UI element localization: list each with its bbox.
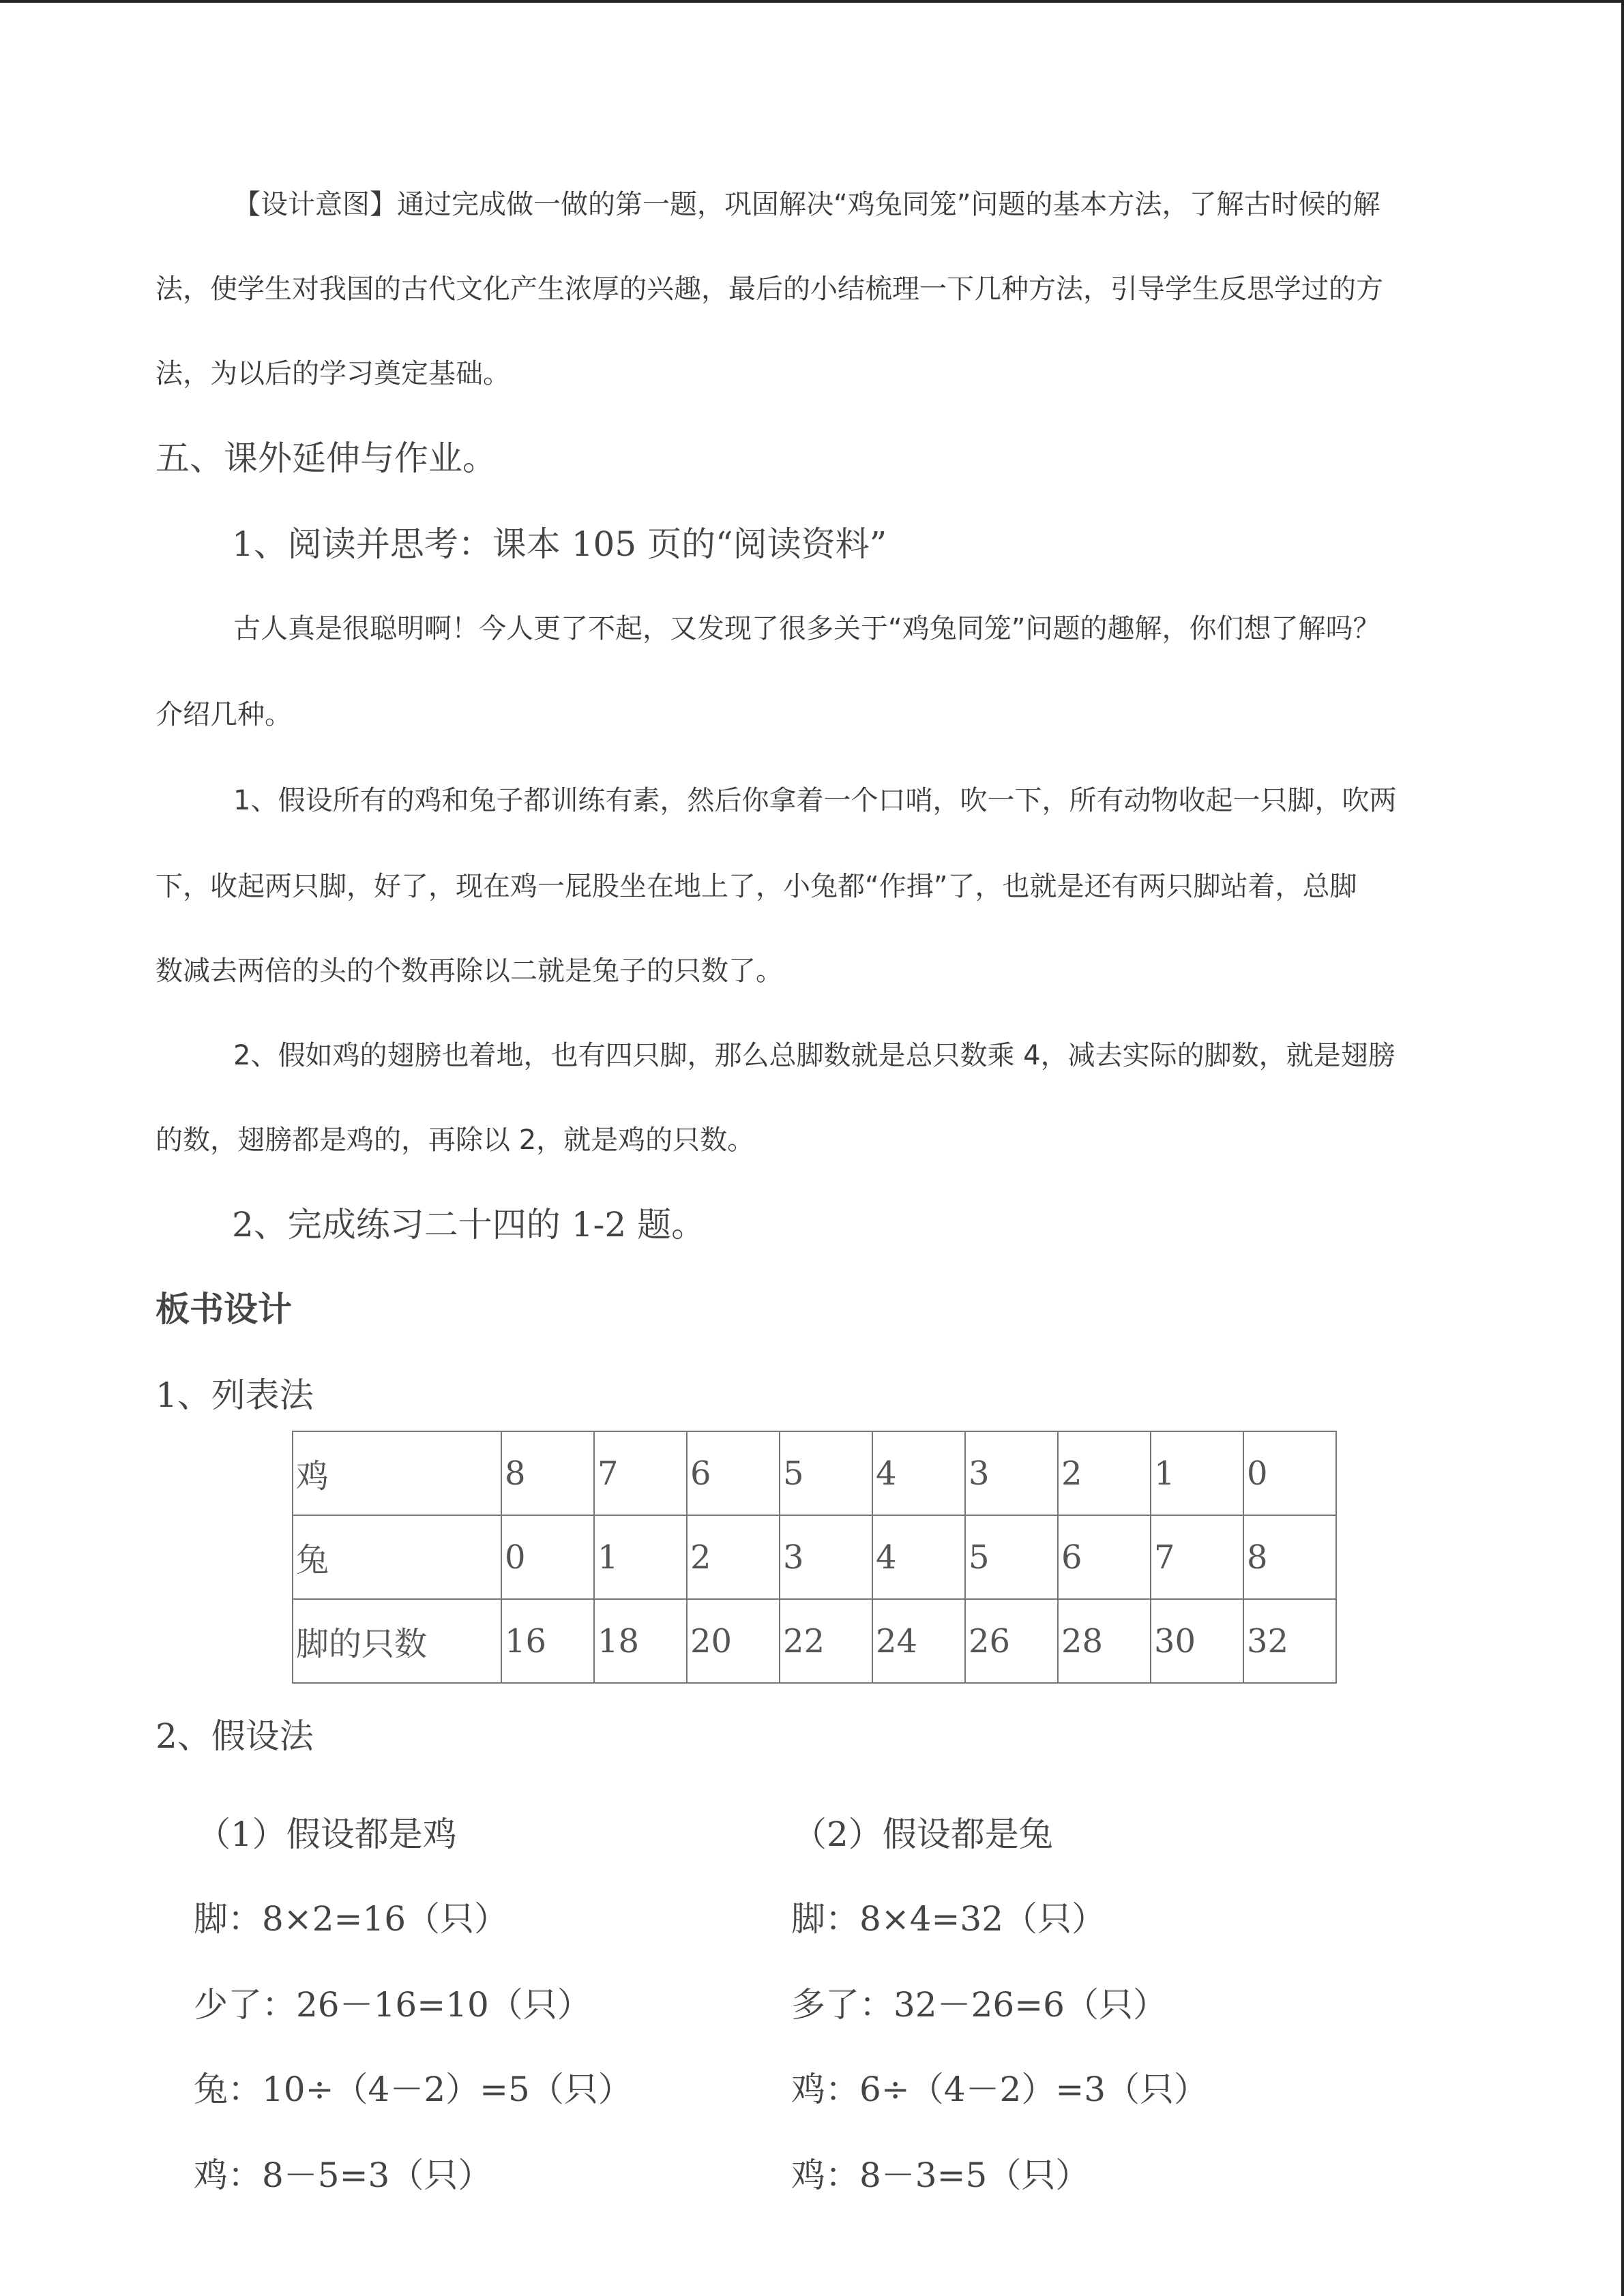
table-cell: 8	[1243, 1515, 1336, 1599]
design-intent-line-1: 【设计意图】通过完成做一做的第一题，巩固解决“鸡兔同笼”问题的基本方法，了解古时候的解	[233, 189, 1381, 220]
assume-rabbit-step-4: 鸡：8－3=5（只）	[791, 2156, 1090, 2195]
row-label: 兔	[293, 1515, 501, 1599]
table-cell: 22	[780, 1599, 872, 1683]
table-cell: 0	[1243, 1431, 1336, 1515]
row-label: 鸡	[293, 1431, 501, 1515]
table-cell: 28	[1058, 1599, 1151, 1683]
exercise-item: 2、完成练习二十四的 1-2 题。	[232, 1205, 706, 1244]
assume-rabbit-step-1: 脚：8×4=32（只）	[791, 1899, 1106, 1939]
table-cell: 2	[1058, 1431, 1151, 1515]
table-cell: 18	[594, 1599, 687, 1683]
table-cell: 7	[594, 1431, 687, 1515]
board-design-heading: 板书设计	[156, 1289, 292, 1329]
table-row	[293, 1599, 1336, 1683]
assume-chicken-title: （1）假设都是鸡	[196, 1815, 457, 1854]
method-2-line-1: 2、假如鸡的翅膀也着地，也有四只脚，那么总脚数就是总只数乘 4，减去实际的脚数，就是翅膀	[233, 1040, 1396, 1071]
table-cell: 26	[965, 1599, 1058, 1683]
list-method-label: 1、列表法	[156, 1375, 314, 1415]
table-cell: 4	[872, 1515, 965, 1599]
section-5-title: 五、课外延伸与作业。	[156, 438, 497, 478]
reading-item: 1、阅读并思考：课本 105 页的“阅读资料”	[232, 524, 887, 564]
method-1-line-2: 下，收起两只脚，好了，现在鸡一屁股坐在地上了，小兔都“作揖”了，也就是还有两只脚站着，总脚	[156, 871, 1357, 902]
assume-rabbit-step-2: 多了：32－26=6（只）	[791, 1985, 1167, 2025]
method-2-line-2: 的数，翅膀都是鸡的，再除以 2，就是鸡的只数。	[156, 1124, 755, 1156]
chicken-rabbit-table	[292, 1431, 1337, 1684]
table-cell: 7	[1151, 1515, 1243, 1599]
assume-rabbit-step-3: 鸡：6÷（4－2）=3（只）	[791, 2070, 1209, 2109]
table-cell: 8	[501, 1431, 594, 1515]
table-cell: 16	[501, 1599, 594, 1683]
table-cell: 3	[780, 1515, 872, 1599]
row-label: 脚的只数	[293, 1599, 501, 1683]
method-1-line-3: 数减去两倍的头的个数再除以二就是兔子的只数了。	[156, 955, 783, 987]
table-cell: 2	[687, 1515, 780, 1599]
assume-chicken-step-4: 鸡：8－5=3（只）	[194, 2156, 492, 2195]
top-border	[0, 0, 1624, 3]
table-cell: 32	[1243, 1599, 1336, 1683]
assume-chicken-step-3: 兔：10÷（4－2）=5（只）	[194, 2070, 632, 2109]
table-cell: 5	[780, 1431, 872, 1515]
table-cell: 6	[687, 1431, 780, 1515]
table-cell: 4	[872, 1431, 965, 1515]
assume-chicken-step-2: 少了：26－16=10（只）	[194, 1985, 591, 2025]
assume-rabbit-title: （2）假设都是兔	[793, 1815, 1053, 1854]
table-row	[293, 1515, 1336, 1599]
table-cell: 6	[1058, 1515, 1151, 1599]
intro-line-1: 古人真是很聪明啊！今人更了不起，又发现了很多关于“鸡兔同笼”问题的趣解，你们想了解吗？	[233, 613, 1381, 644]
table-cell: 1	[1151, 1431, 1243, 1515]
table-cell: 20	[687, 1599, 780, 1683]
assume-method-label: 2、假设法	[156, 1716, 314, 1756]
table-cell: 30	[1151, 1599, 1243, 1683]
table-cell: 0	[501, 1515, 594, 1599]
intro-line-2: 介绍几种。	[156, 699, 292, 730]
design-intent-line-3: 法，为以后的学习奠定基础。	[156, 358, 510, 389]
table-cell: 1	[594, 1515, 687, 1599]
design-intent-line-2: 法，使学生对我国的古代文化产生浓厚的兴趣，最后的小结梳理一下几种方法，引导学生反思学过的方	[156, 273, 1383, 305]
table-cell: 3	[965, 1431, 1058, 1515]
assume-chicken-step-1: 脚：8×2=16（只）	[194, 1899, 509, 1939]
table-row	[293, 1431, 1336, 1515]
method-1-line-1: 1、假设所有的鸡和兔子都训练有素，然后你拿着一个口哨，吹一下，所有动物收起一只脚，吹两	[233, 785, 1397, 816]
table-cell: 5	[965, 1515, 1058, 1599]
table-cell: 24	[872, 1599, 965, 1683]
right-border	[1621, 0, 1624, 2296]
